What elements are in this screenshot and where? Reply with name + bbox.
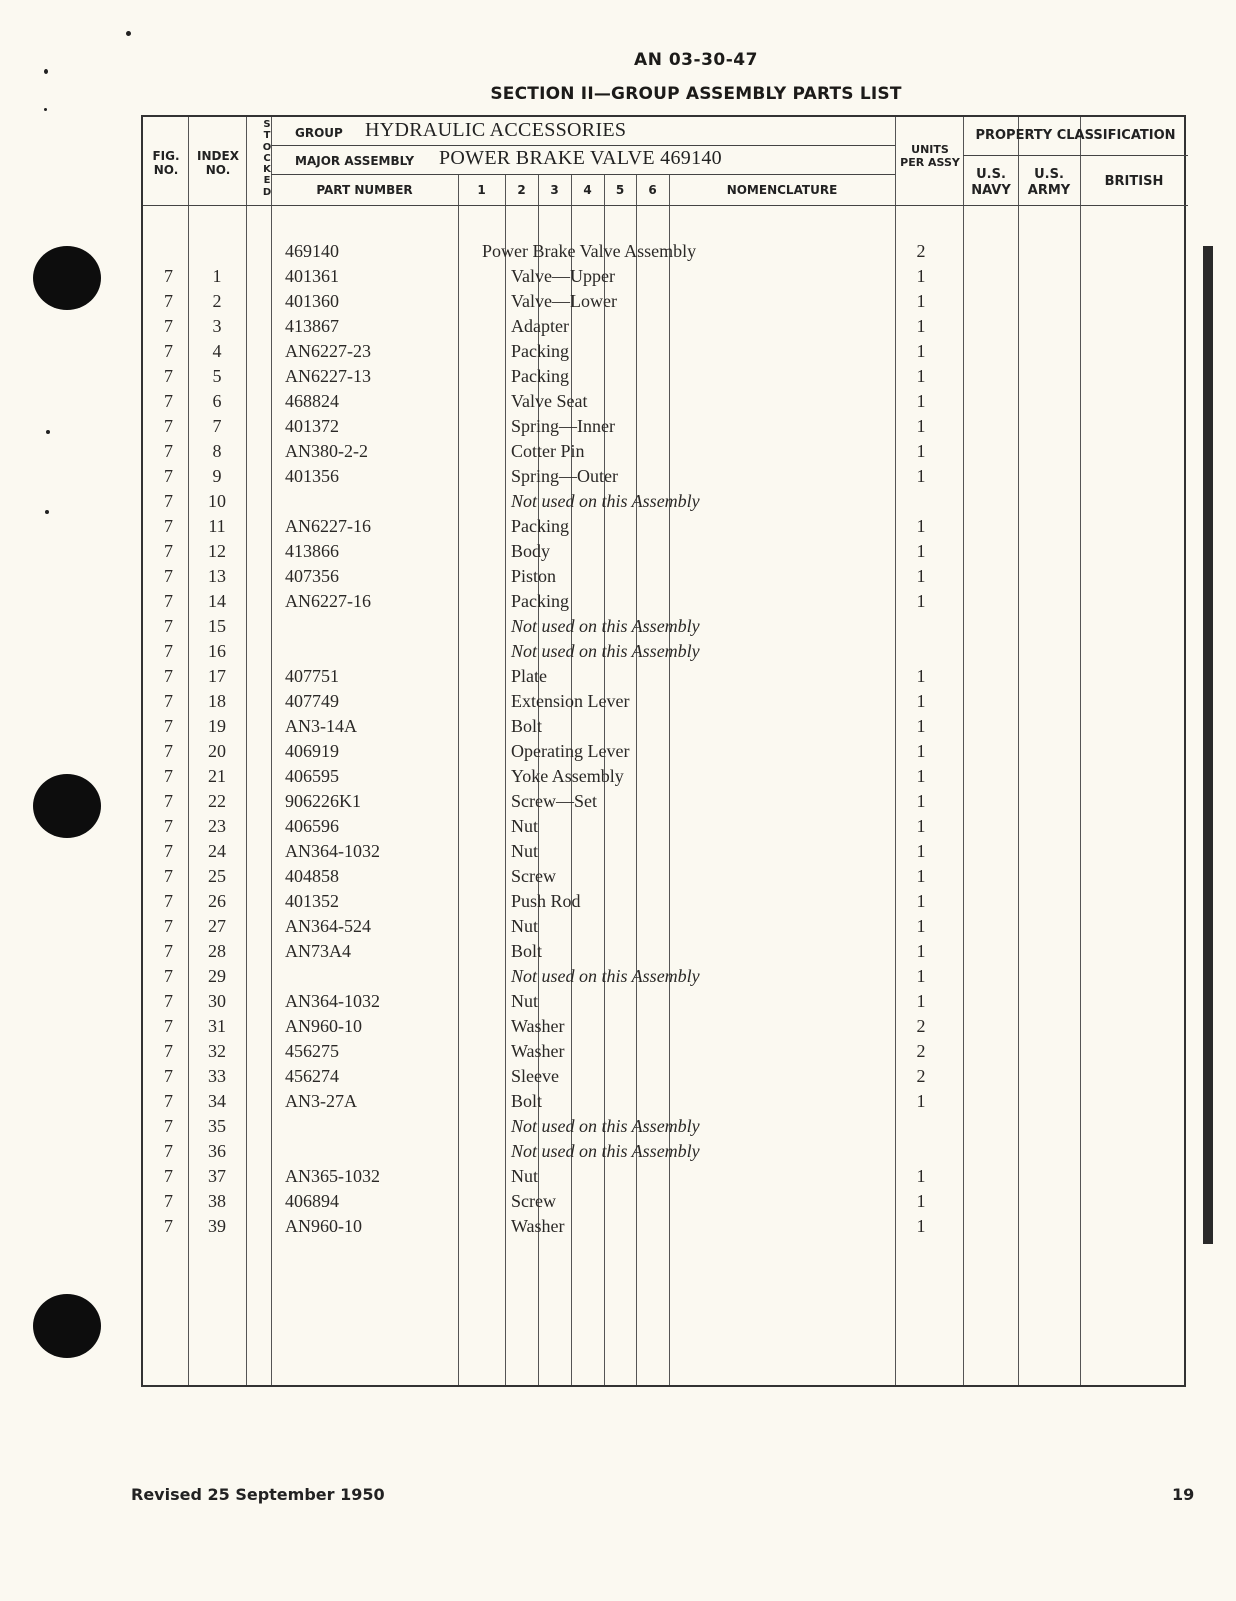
cell-nomenclature: Not used on this Assembly (511, 1116, 700, 1136)
cell-index: 21 (208, 766, 226, 786)
table-row (143, 614, 1184, 639)
cell-part-number: 401361 (285, 266, 339, 286)
cell-nomenclature: Body (511, 541, 551, 561)
cell-part-number: AN6227-23 (285, 341, 371, 361)
cell-part-number: AN364-524 (285, 916, 371, 936)
cell-units: 1 (916, 366, 926, 386)
table-row (143, 314, 1184, 339)
table-row (143, 1014, 1184, 1039)
header-property-classification: PROPERTY CLASSIFICATION (975, 128, 1176, 143)
cell-nomenclature: Washer (511, 1041, 565, 1061)
cell-fig: 7 (164, 341, 173, 361)
cell-fig: 7 (164, 1091, 173, 1111)
cell-part-number: 407356 (285, 566, 339, 586)
cell-part-number: 407751 (285, 666, 339, 686)
cell-nomenclature: Nut (511, 1166, 538, 1186)
table-row (143, 989, 1184, 1014)
cell-part-number: AN364-1032 (285, 841, 380, 861)
cell-index: 27 (208, 916, 226, 936)
table-row (143, 339, 1184, 364)
cell-index: 12 (208, 541, 226, 561)
cell-index: 30 (208, 991, 226, 1011)
table-row (143, 414, 1184, 439)
table-row (143, 1214, 1184, 1239)
cell-nomenclature: Packing (511, 516, 569, 536)
cell-nomenclature: Cotter Pin (511, 441, 585, 461)
header-indent-1: 1 (477, 183, 486, 197)
cell-part-number: AN960-10 (285, 1016, 362, 1036)
cell-nomenclature: Valve—Upper (511, 266, 615, 286)
cell-fig: 7 (164, 1216, 173, 1236)
cell-part-number: 456274 (285, 1066, 339, 1086)
cell-nomenclature: Valve—Lower (511, 291, 617, 311)
table-row (143, 864, 1184, 889)
cell-nomenclature: Sleeve (511, 1066, 559, 1086)
header-british: BRITISH (1104, 174, 1164, 189)
cell-units: 1 (916, 266, 926, 286)
scan-speck (44, 108, 47, 111)
cell-fig: 7 (164, 916, 173, 936)
cell-nomenclature: Push Rod (511, 891, 581, 911)
table-row (143, 1139, 1184, 1164)
cell-units: 1 (916, 916, 926, 936)
cell-fig: 7 (164, 666, 173, 686)
cell-units: 2 (916, 1041, 926, 1061)
cell-units: 1 (916, 891, 926, 911)
cell-fig: 7 (164, 541, 173, 561)
cell-units: 1 (916, 1166, 926, 1186)
header-indent-6: 6 (648, 183, 657, 197)
header-fig-no: FIG. NO. (152, 149, 180, 177)
cell-part-number: 406595 (285, 766, 339, 786)
table-row (143, 739, 1184, 764)
section-title: SECTION II—GROUP ASSEMBLY PARTS LIST (490, 84, 902, 104)
cell-nomenclature: Bolt (511, 1091, 543, 1111)
cell-index: 20 (208, 741, 226, 761)
cell-index: 16 (208, 641, 226, 661)
cell-index: 35 (208, 1116, 226, 1136)
cell-nomenclature: Nut (511, 841, 538, 861)
cell-fig: 7 (164, 466, 173, 486)
cell-units: 1 (916, 291, 926, 311)
cell-part-number: AN73A4 (285, 941, 351, 961)
cell-index: 15 (208, 616, 226, 636)
cell-fig: 7 (164, 1116, 173, 1136)
header-index-no: INDEX NO. (197, 149, 239, 177)
table-row (143, 1039, 1184, 1064)
cell-units: 1 (916, 341, 926, 361)
cell-index: 31 (208, 1016, 226, 1036)
cell-fig: 7 (164, 491, 173, 511)
cell-index: 34 (208, 1091, 226, 1111)
cell-index: 37 (208, 1166, 226, 1186)
cell-part-number: 404858 (285, 866, 339, 886)
cell-index: 11 (208, 516, 226, 536)
cell-nomenclature: Packing (511, 341, 569, 361)
cell-nomenclature: Washer (511, 1216, 565, 1236)
cell-index: 36 (208, 1141, 226, 1161)
header-stocked: S T O C K E D (262, 119, 272, 198)
cell-nomenclature: Nut (511, 991, 538, 1011)
cell-fig: 7 (164, 366, 173, 386)
cell-index: 25 (208, 866, 226, 886)
cell-part-number: 401352 (285, 891, 339, 911)
row-divider (963, 155, 1188, 156)
cell-units: 1 (916, 516, 926, 536)
cell-nomenclature: Piston (511, 566, 557, 586)
cell-units: 1 (916, 991, 926, 1011)
header-us-army: U.S. ARMY (1027, 167, 1071, 198)
cell-units: 1 (916, 541, 926, 561)
cell-nomenclature: Power Brake Valve Assembly (482, 241, 697, 261)
cell-fig: 7 (164, 1166, 173, 1186)
table-row (143, 964, 1184, 989)
cell-index: 18 (208, 691, 226, 711)
cell-index: 22 (208, 791, 226, 811)
cell-part-number: AN365-1032 (285, 1166, 380, 1186)
cell-nomenclature: Not used on this Assembly (511, 616, 700, 636)
table-row (143, 789, 1184, 814)
cell-part-number: 407749 (285, 691, 339, 711)
cell-units: 1 (916, 966, 926, 986)
cell-units: 1 (916, 791, 926, 811)
cell-part-number: 469140 (285, 241, 339, 261)
scan-speck (45, 510, 49, 514)
cell-part-number: 456275 (285, 1041, 339, 1061)
cell-part-number: 906226K1 (285, 791, 361, 811)
table-row (143, 664, 1184, 689)
cell-units: 1 (916, 841, 926, 861)
cell-units: 1 (916, 1191, 926, 1211)
cell-fig: 7 (164, 766, 173, 786)
cell-part-number: 401356 (285, 466, 339, 486)
table-row (143, 1189, 1184, 1214)
table-row (143, 814, 1184, 839)
cell-units: 1 (916, 1216, 926, 1236)
page-number: 19 (1172, 1485, 1195, 1504)
cell-part-number: 413867 (285, 316, 339, 336)
table-row (143, 539, 1184, 564)
cell-fig: 7 (164, 691, 173, 711)
cell-index: 38 (208, 1191, 226, 1211)
cell-index: 7 (212, 416, 222, 436)
header-indent-5: 5 (615, 183, 625, 197)
cell-index: 29 (208, 966, 226, 986)
header-nomenclature: NOMENCLATURE (726, 183, 838, 197)
cell-part-number: 406894 (285, 1191, 339, 1211)
table-row (143, 914, 1184, 939)
table-row (143, 514, 1184, 539)
cell-fig: 7 (164, 1066, 173, 1086)
document-id: AN 03-30-47 (634, 50, 758, 70)
cell-index: 2 (212, 291, 222, 311)
cell-units: 1 (916, 591, 926, 611)
cell-units: 1 (916, 566, 926, 586)
cell-units: 1 (916, 741, 926, 761)
cell-units: 1 (916, 391, 926, 411)
table-row (143, 564, 1184, 589)
cell-fig: 7 (164, 391, 173, 411)
cell-index: 9 (212, 466, 222, 486)
cell-index: 5 (212, 366, 222, 386)
cell-units: 1 (916, 466, 926, 486)
cell-nomenclature: Screw—Set (511, 791, 597, 811)
cell-part-number: AN3-14A (285, 716, 357, 736)
cell-index: 3 (212, 316, 222, 336)
scan-speck (46, 430, 50, 434)
cell-part-number: 406919 (285, 741, 339, 761)
cell-fig: 7 (164, 616, 173, 636)
cell-nomenclature: Nut (511, 816, 538, 836)
cell-fig: 7 (164, 1016, 173, 1036)
cell-fig: 7 (164, 641, 173, 661)
cell-nomenclature: Bolt (511, 716, 543, 736)
cell-part-number: AN3-27A (285, 1091, 357, 1111)
cell-fig: 7 (164, 891, 173, 911)
row-divider (271, 145, 895, 146)
cell-index: 28 (208, 941, 226, 961)
cell-nomenclature: Spring—Inner (511, 416, 615, 436)
header-group-label: GROUP (295, 126, 343, 140)
row-divider (271, 174, 895, 175)
table-row (143, 714, 1184, 739)
cell-part-number: AN6227-13 (285, 366, 371, 386)
cell-index: 39 (208, 1216, 226, 1236)
cell-fig: 7 (164, 316, 173, 336)
cell-nomenclature: Washer (511, 1016, 565, 1036)
cell-fig: 7 (164, 566, 173, 586)
cell-units: 1 (916, 316, 926, 336)
cell-units: 1 (916, 1091, 926, 1111)
table-row (143, 1089, 1184, 1114)
cell-index: 6 (212, 391, 222, 411)
cell-part-number: AN6227-16 (285, 591, 371, 611)
table-row (143, 764, 1184, 789)
table-row (143, 239, 1184, 264)
cell-units: 1 (916, 816, 926, 836)
cell-part-number: 406596 (285, 816, 339, 836)
table-row (143, 939, 1184, 964)
cell-nomenclature: Not used on this Assembly (511, 491, 700, 511)
binder-hole-middle (33, 774, 101, 838)
cell-index: 13 (208, 566, 226, 586)
cell-nomenclature: Not used on this Assembly (511, 641, 700, 661)
cell-nomenclature: Packing (511, 591, 569, 611)
cell-fig: 7 (164, 716, 173, 736)
binder-hole-bottom (33, 1294, 101, 1358)
cell-index: 4 (212, 341, 222, 361)
cell-nomenclature: Spring—Outer (511, 466, 618, 486)
cell-units: 1 (916, 416, 926, 436)
cell-index: 17 (208, 666, 226, 686)
cell-fig: 7 (164, 1041, 173, 1061)
cell-units: 1 (916, 716, 926, 736)
cell-nomenclature: Operating Lever (511, 741, 630, 761)
table-row (143, 439, 1184, 464)
cell-fig: 7 (164, 291, 173, 311)
cell-nomenclature: Extension Lever (511, 691, 630, 711)
cell-nomenclature: Packing (511, 366, 569, 386)
cell-nomenclature: Plate (511, 666, 547, 686)
table-row (143, 1064, 1184, 1089)
table-row (143, 464, 1184, 489)
header-group-value: HYDRAULIC ACCESSORIES (365, 119, 627, 141)
cell-nomenclature: Yoke Assembly (511, 766, 624, 786)
cell-index: 8 (212, 441, 222, 461)
table-row (143, 589, 1184, 614)
cell-nomenclature: Valve Seat (511, 391, 588, 411)
cell-fig: 7 (164, 516, 173, 536)
table-row (143, 289, 1184, 314)
cell-part-number: 413866 (285, 541, 339, 561)
cell-fig: 7 (164, 966, 173, 986)
cell-units: 1 (916, 666, 926, 686)
cell-units: 1 (916, 766, 926, 786)
cell-units: 2 (916, 241, 926, 261)
table-row (143, 364, 1184, 389)
cell-fig: 7 (164, 1141, 173, 1161)
parts-list-table (141, 115, 1186, 1387)
cell-nomenclature: Adapter (511, 316, 569, 336)
table-row (143, 489, 1184, 514)
cell-part-number: AN960-10 (285, 1216, 362, 1236)
cell-index: 23 (208, 816, 226, 836)
scan-speck (126, 31, 131, 36)
table-row (143, 639, 1184, 664)
cell-index: 24 (208, 841, 226, 861)
revision-date: Revised 25 September 1950 (131, 1485, 385, 1504)
cell-index: 19 (208, 716, 226, 736)
cell-nomenclature: Not used on this Assembly (511, 966, 700, 986)
cell-units: 1 (916, 866, 926, 886)
header-indent-3: 3 (550, 183, 559, 197)
table-row (143, 689, 1184, 714)
cell-nomenclature: Screw (511, 1191, 556, 1211)
binder-hole-top (33, 246, 101, 310)
cell-index: 32 (208, 1041, 226, 1061)
cell-units: 1 (916, 441, 926, 461)
cell-fig: 7 (164, 941, 173, 961)
cell-index: 14 (208, 591, 226, 611)
header-us-navy: U.S. NAVY (971, 167, 1011, 198)
table-row (143, 1164, 1184, 1189)
header-bottom (143, 205, 1188, 206)
table-row (143, 839, 1184, 864)
cell-part-number: AN364-1032 (285, 991, 380, 1011)
cell-index: 10 (208, 491, 226, 511)
cell-index: 26 (208, 891, 226, 911)
cell-units: 2 (916, 1016, 926, 1036)
cell-part-number: AN380-2-2 (285, 441, 368, 461)
header-part-number: PART NUMBER (316, 183, 413, 197)
table-row (143, 889, 1184, 914)
cell-nomenclature: Not used on this Assembly (511, 1141, 700, 1161)
header-major-assembly-label: MAJOR ASSEMBLY (295, 154, 415, 168)
scan-speck (44, 69, 48, 74)
header-units-per-assy: UNITS PER ASSY (900, 143, 960, 169)
cell-fig: 7 (164, 591, 173, 611)
cell-fig: 7 (164, 416, 173, 436)
table-row (143, 264, 1184, 289)
cell-index: 33 (208, 1066, 226, 1086)
cell-nomenclature: Bolt (511, 941, 543, 961)
cell-units: 1 (916, 691, 926, 711)
cell-nomenclature: Nut (511, 916, 538, 936)
cell-units: 2 (916, 1066, 926, 1086)
cell-fig: 7 (164, 866, 173, 886)
cell-fig: 7 (164, 791, 173, 811)
header-indent-2: 2 (517, 183, 526, 197)
cell-units: 1 (916, 941, 926, 961)
table-row (143, 389, 1184, 414)
header-indent-4: 4 (583, 183, 592, 197)
cell-fig: 7 (164, 266, 173, 286)
cell-part-number: 468824 (285, 391, 339, 411)
cell-fig: 7 (164, 441, 173, 461)
revision-bar (1203, 246, 1213, 1244)
cell-part-number: 401372 (285, 416, 339, 436)
cell-fig: 7 (164, 841, 173, 861)
cell-fig: 7 (164, 991, 173, 1011)
cell-fig: 7 (164, 816, 173, 836)
cell-index: 1 (212, 266, 222, 286)
cell-nomenclature: Screw (511, 866, 556, 886)
header-major-assembly-value: POWER BRAKE VALVE 469140 (439, 147, 722, 169)
cell-fig: 7 (164, 741, 173, 761)
cell-part-number: 401360 (285, 291, 339, 311)
cell-fig: 7 (164, 1191, 173, 1211)
table-row (143, 1114, 1184, 1139)
cell-part-number: AN6227-16 (285, 516, 371, 536)
